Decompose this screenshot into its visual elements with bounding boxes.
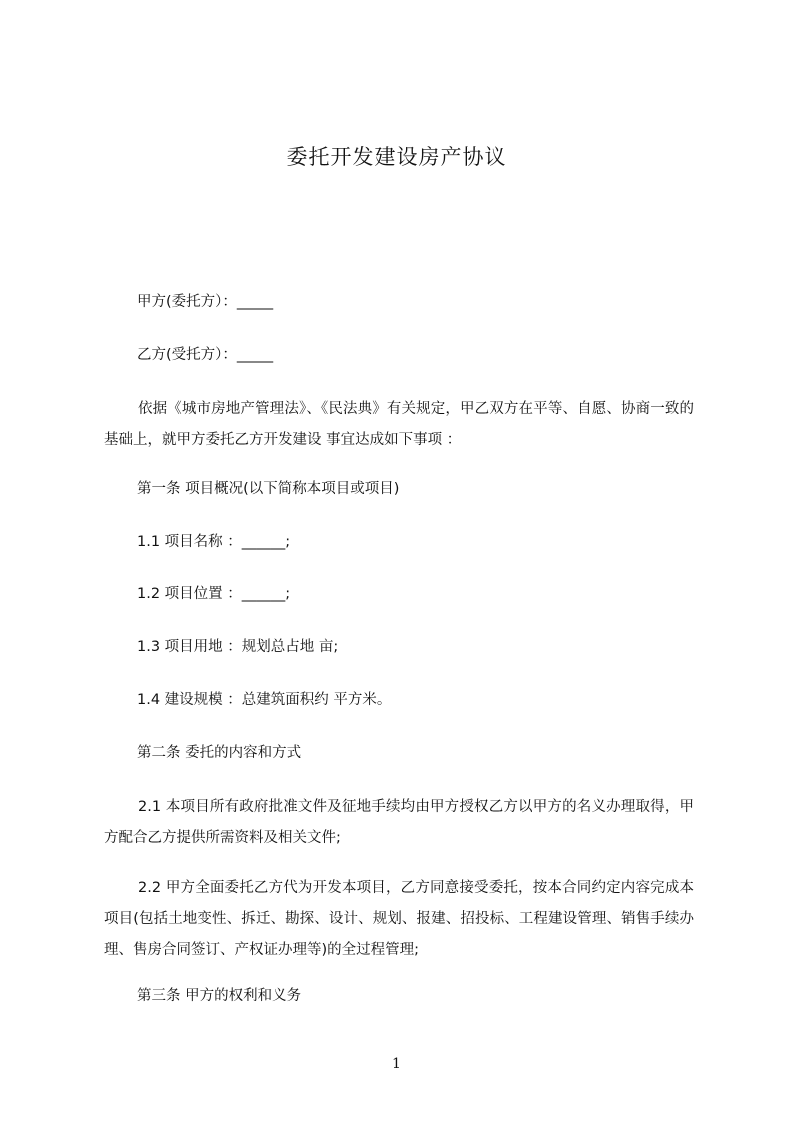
intro-paragraph [104,394,694,456]
item-2-1-paragraph [104,792,694,854]
item-2-2-paragraph [104,873,694,966]
item-1-1: 1.1 项目名称 ：______; [137,534,291,550]
item-1-4: 1.4 建设规模 ：总建筑面积约 平方米。 [137,692,392,708]
item-1-2: 1.2 项目位置 ：______; [137,586,291,602]
item-2-1-text: 2.1 本项目所有政府批准文件及征地手续均由甲方授权乙方以甲方的名义办理取得，甲方配合乙方提供所需资料及相关文件; [104,799,694,846]
intro-text: 依据《城市房地产管理法》、《民法典》有关规定，甲乙双方在平等、自愿、协商一致的基础上，就甲方委托乙方开发建设 事宜达成如下事项 ： [104,401,694,448]
party-a-line: 甲方(委托方）：_____ [137,294,274,310]
page-number: 1 [392,1056,401,1072]
item-2-2-text: 2.2 甲方全面委托乙方代为开发本项目，乙方同意接受委托，按本合同约定内容完成本项目(包括土地变性、拆迁、勘探、设计、规划、报建、招投标、工程建设管理、销售手续办理、售房合同签订、产权证办理等)的全过程管理; [104,880,694,958]
party-b-line: 乙方(受托方）：_____ [137,347,274,363]
item-1-3: 1.3 项目用地 ：规划总占地 亩; [137,639,339,655]
article-3-heading: 第三条 甲方的权利和义务 [137,988,302,1004]
article-1-heading: 第一条 项目概况(以下简称本项目或项目) [137,481,400,497]
article-2-heading: 第二条 委托的内容和方式 [137,745,302,761]
document-title: 委托开发建设房产协议 [286,145,507,169]
